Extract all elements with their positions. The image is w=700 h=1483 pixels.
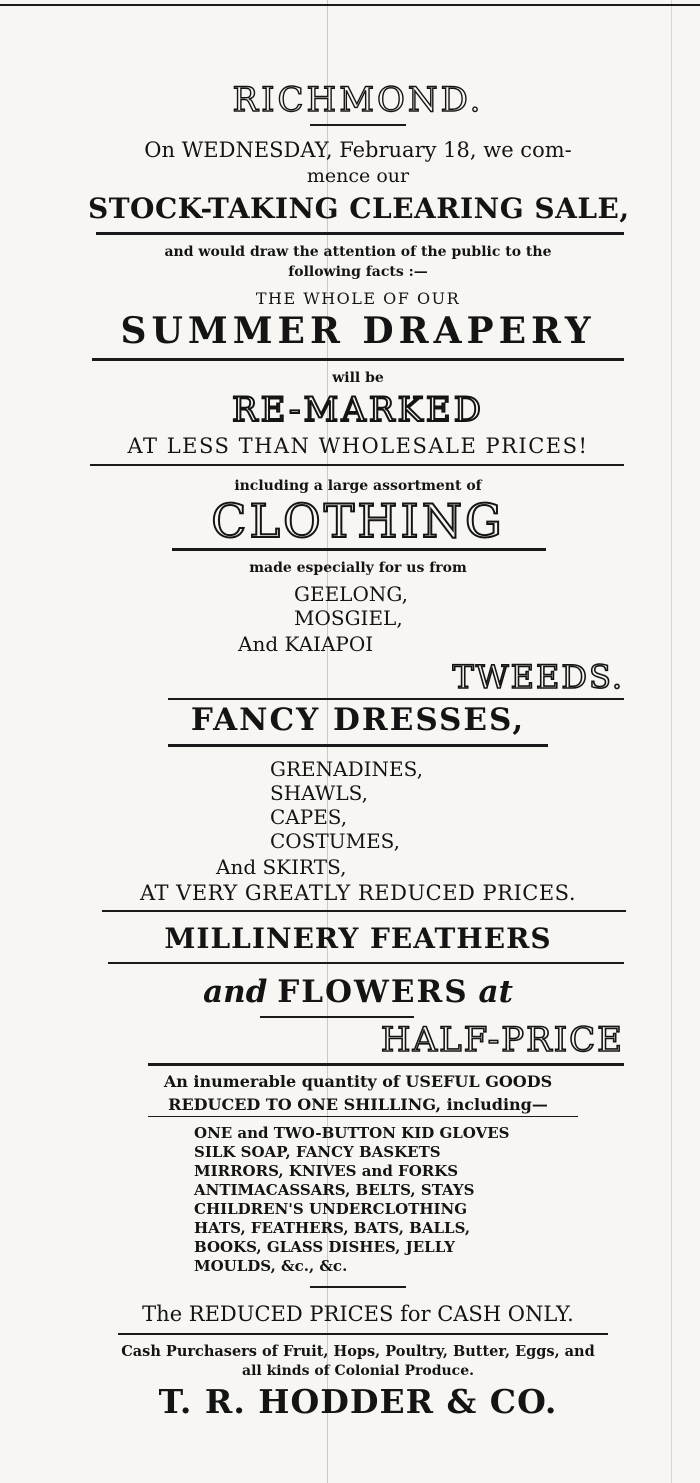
wholesale-rule [90,464,624,466]
will-be: will be [332,370,384,386]
attention-line-2: following facts :— [288,264,428,280]
goods-item-1: ONE and TWO-BUTTON KID GLOVES [194,1124,510,1142]
intro-line-2: mence our [306,165,410,187]
millinery-feathers: MILLINERY FEATHERS [164,922,552,955]
dress-grenadines: GRENADINES, [270,757,423,781]
whole-of-our: THE WHOLE OF OUR [255,289,461,308]
goods-item-5: CHILDREN'S UNDERCLOTHING [194,1200,468,1218]
at-word: at [478,974,513,1010]
useful-goods: An inumerable quantity of USEFUL GOODS [163,1072,553,1091]
goods-item-2: SILK SOAP, FANCY BASKETS [194,1143,441,1161]
flowers-rule [260,1016,414,1018]
top-border-rule [0,4,700,6]
dress-skirts: And SKIRTS, [216,855,347,879]
goods-item-6: HATS, FEATHERS, BATS, BALLS, [194,1219,471,1237]
goods-item-8: MOULDS, &c., &c. [194,1257,348,1275]
fancy-dresses: FANCY DRESSES, [190,702,526,738]
sale-title-rule [96,232,624,235]
millinery-rule [108,962,624,964]
including-assortment: including a large assortment of [234,478,482,494]
mill-geelong: GEELONG, [294,582,408,606]
cash-purchasers: Cash Purchasers of Fruit, Hops, Poultry, Butter, Eggs, and [121,1343,595,1360]
column-edge [671,0,672,1483]
colonial-produce: all kinds of Colonial Produce. [242,1363,474,1379]
summer-drapery-rule [92,358,624,361]
goods-end-rule [310,1286,406,1288]
mill-kaiapoi: And KAIAPOI [238,632,374,656]
ad-heading: RICHMOND. [232,80,484,120]
goods-item-3: MIRRORS, KNIVES and FORKS [194,1162,459,1180]
goods-item-4: ANTIMACASSARS, BELTS, STAYS [194,1181,475,1199]
reduced-to-shilling: REDUCED TO ONE SHILLING, including— [168,1095,548,1114]
attention-line-1: and would draw the attention of the public to the [164,244,552,260]
clothing-rule [172,548,546,551]
clothing: CLOTHING [211,494,505,548]
and-word: and [203,974,268,1010]
fancy-dresses-rule [168,744,548,747]
summer-drapery: SUMMER DRAPERY [120,310,596,352]
dress-shawls: SHAWLS, [270,781,368,805]
tweeds-rule [168,698,624,700]
sale-title: STOCK-TAKING CLEARING SALE, [88,192,630,225]
re-marked: RE-MARKED [232,390,484,430]
reduced-prices: AT VERY GREATLY REDUCED PRICES. [139,881,576,905]
shilling-rule [148,1116,578,1117]
reduced-prices-rule [102,910,626,912]
made-especially: made especially for us from [249,560,467,576]
firm-name: T. R. HODDER & CO. [158,1382,558,1421]
less-than-wholesale: AT LESS THAN WHOLESALE PRICES! [127,434,589,458]
half-price: HALF-PRICE [380,1020,624,1060]
cash-only-rule [118,1333,608,1335]
goods-item-7: BOOKS, GLASS DISHES, JELLY [194,1238,455,1256]
tweeds: TWEEDS. [452,658,624,696]
cash-only: The REDUCED PRICES for CASH ONLY. [142,1302,574,1326]
dress-capes: CAPES, [270,805,348,829]
intro-line-1: On WEDNESDAY, February 18, we com- [144,138,572,162]
half-price-rule [148,1063,624,1066]
heading-rule [310,124,406,126]
flowers-word: FLOWERS [277,974,469,1010]
and-flowers-at [88,974,628,1010]
dress-costumes: COSTUMES, [270,829,401,853]
mill-mosgiel: MOSGIEL, [294,606,403,630]
